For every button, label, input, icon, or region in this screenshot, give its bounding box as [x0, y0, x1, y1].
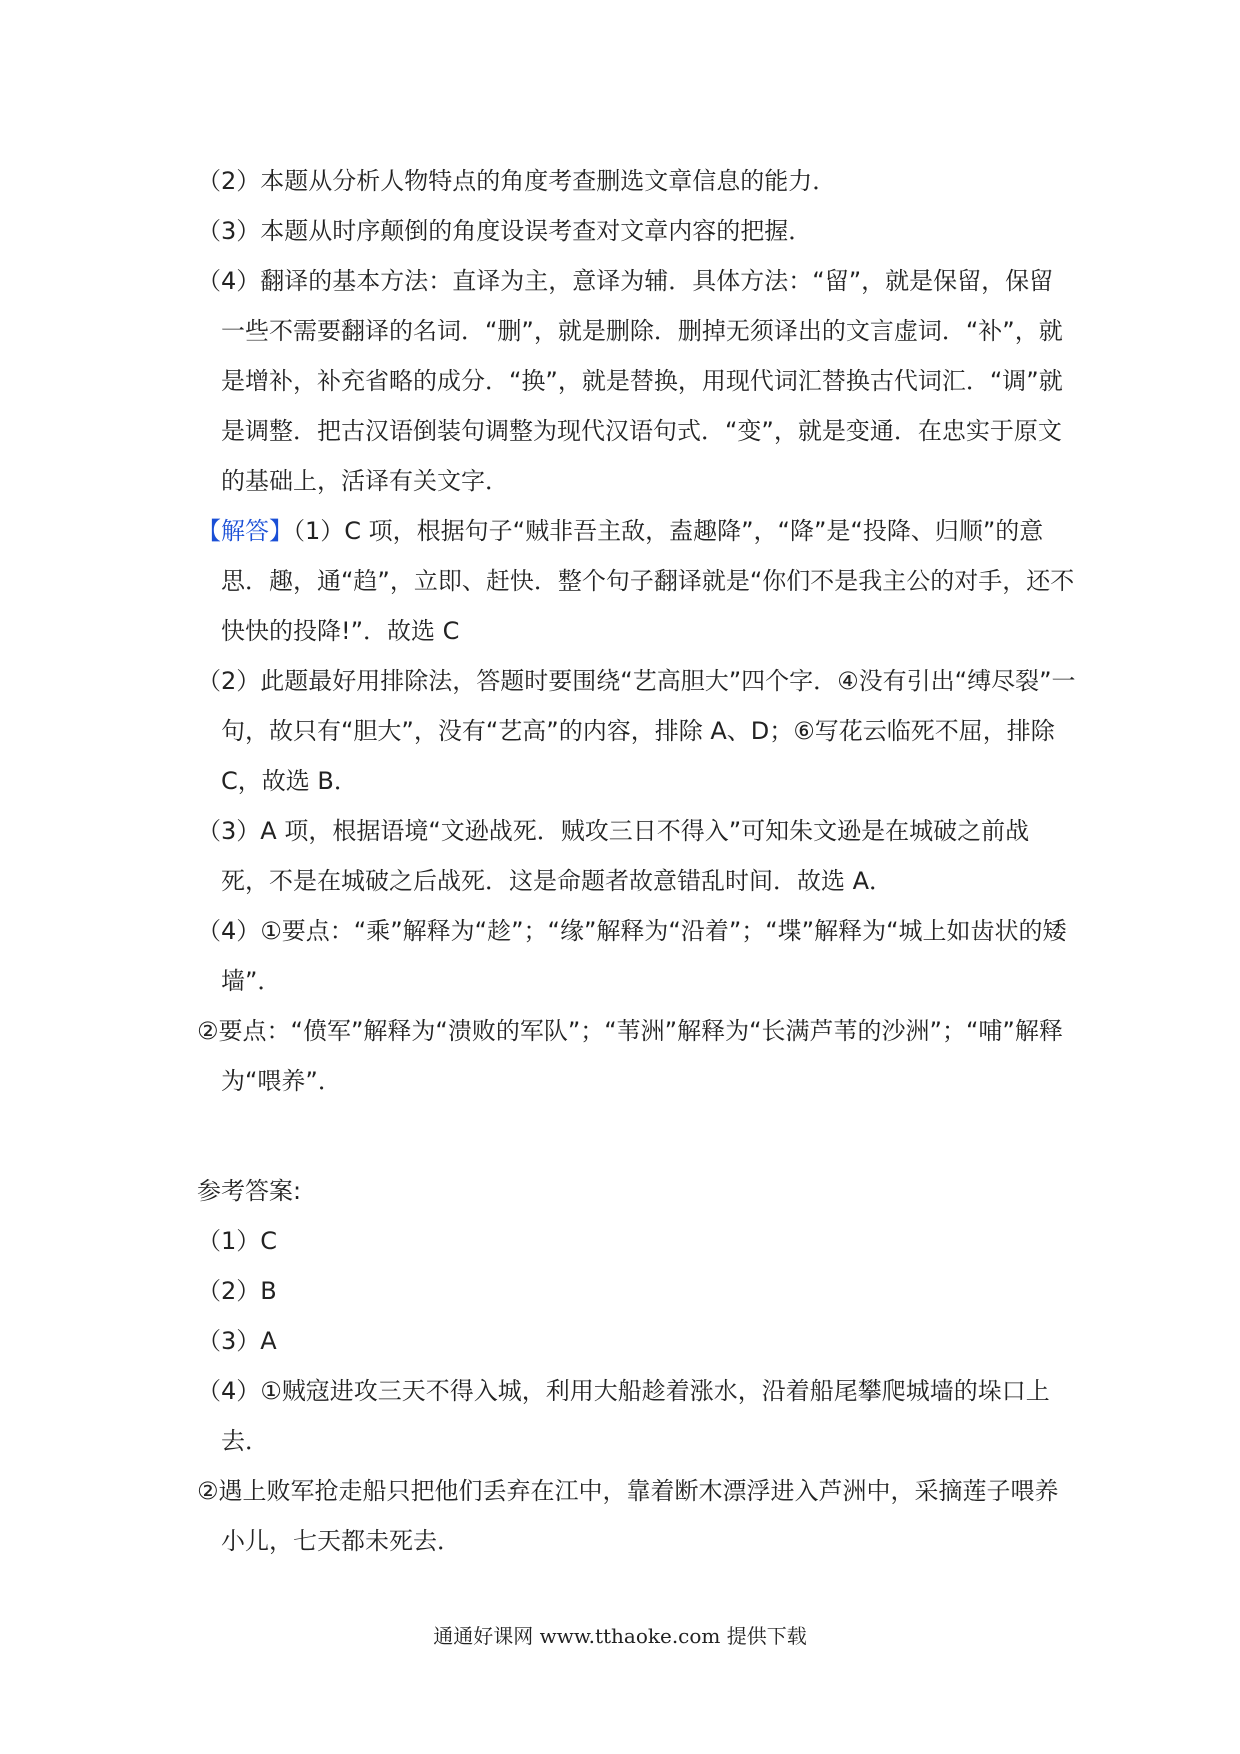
solution-item-1: [197, 506, 1077, 656]
answer-3: （3）A: [197, 1327, 277, 1355]
answer-4a: （4）①贼寇进攻三天不得入城，利用大船趁着涨水，沿着船尾攀爬城墙的垛口上去．: [197, 1377, 1050, 1455]
answer-4b: ②遇上败军抢走船只把他们丢弃在江中，靠着断木漂浮进入芦洲中，采摘莲子喂养小儿，七天都未死去．: [197, 1477, 1059, 1555]
section-gap: [197, 1106, 1077, 1166]
solution-item-2: （2）此题最好用排除法，答题时要围绕“艺高胆大”四个字．④没有引出“缚尽裂”一句，故只有“胆大”，没有“艺高”的内容，排除 A、D；⑥写花云临死不屈，排除 C，故选 B．: [197, 667, 1076, 795]
solution-tag: 【解答】: [197, 517, 293, 545]
solution-item-4a: （4）①要点：“乘”解释为“趁”；“缘”解释为“沿着”；“堞”解释为“城上如齿状的矮墙”．: [197, 917, 1067, 995]
solution-item-3: （3）A 项，根据语境“文逊战死．贼攻三日不得入”可知朱文逊是在城破之前战死，不是在城破之后战死．这是命题者故意错乱时间．故选 A．: [197, 817, 1030, 895]
answer-2: （2）B: [197, 1277, 277, 1305]
analysis-item-3: （3）本题从时序颠倒的角度设误考查对文章内容的把握．: [197, 217, 813, 245]
answer-1: （1）C: [197, 1227, 278, 1255]
page-footer: 通通好课网 www.tthaoke.com 提供下载: [433, 1624, 807, 1648]
solution-text-1: （1）C 项，根据句子“贼非吾主敌，盍趣降”，“降”是“投降、归顺”的意思．趣，通“趋”，立即、赶快．整个句子翻译就是“你们不是我主公的对手，还不快快的投降!”．故选 C: [221, 517, 1075, 645]
answers-heading: 参考答案:: [197, 1177, 302, 1205]
page-content: [197, 156, 1077, 1566]
solution-item-4b: ②要点：“偾军”解释为“溃败的军队”；“苇洲”解释为“长满芦苇的沙洲”；“哺”解释为“喂养”．: [197, 1017, 1063, 1095]
analysis-item-4: （4）翻译的基本方法：直译为主，意译为辅．具体方法：“留”，就是保留，保留一些不需要翻译的名词．“删”，就是删除．删掉无须译出的文言虚词．“补”，就是增补，补充省略的成分．“换”，就是替换，用现代词汇替换古代词汇．“调”就是调整．把古汉语倒装句调整为现代汉语句式．“变”，就是变通．在忠实于原文的基础上，活译有关文字．: [197, 267, 1063, 495]
analysis-item-2: （2）本题从分析人物特点的角度考查删选文章信息的能力．: [197, 167, 837, 195]
